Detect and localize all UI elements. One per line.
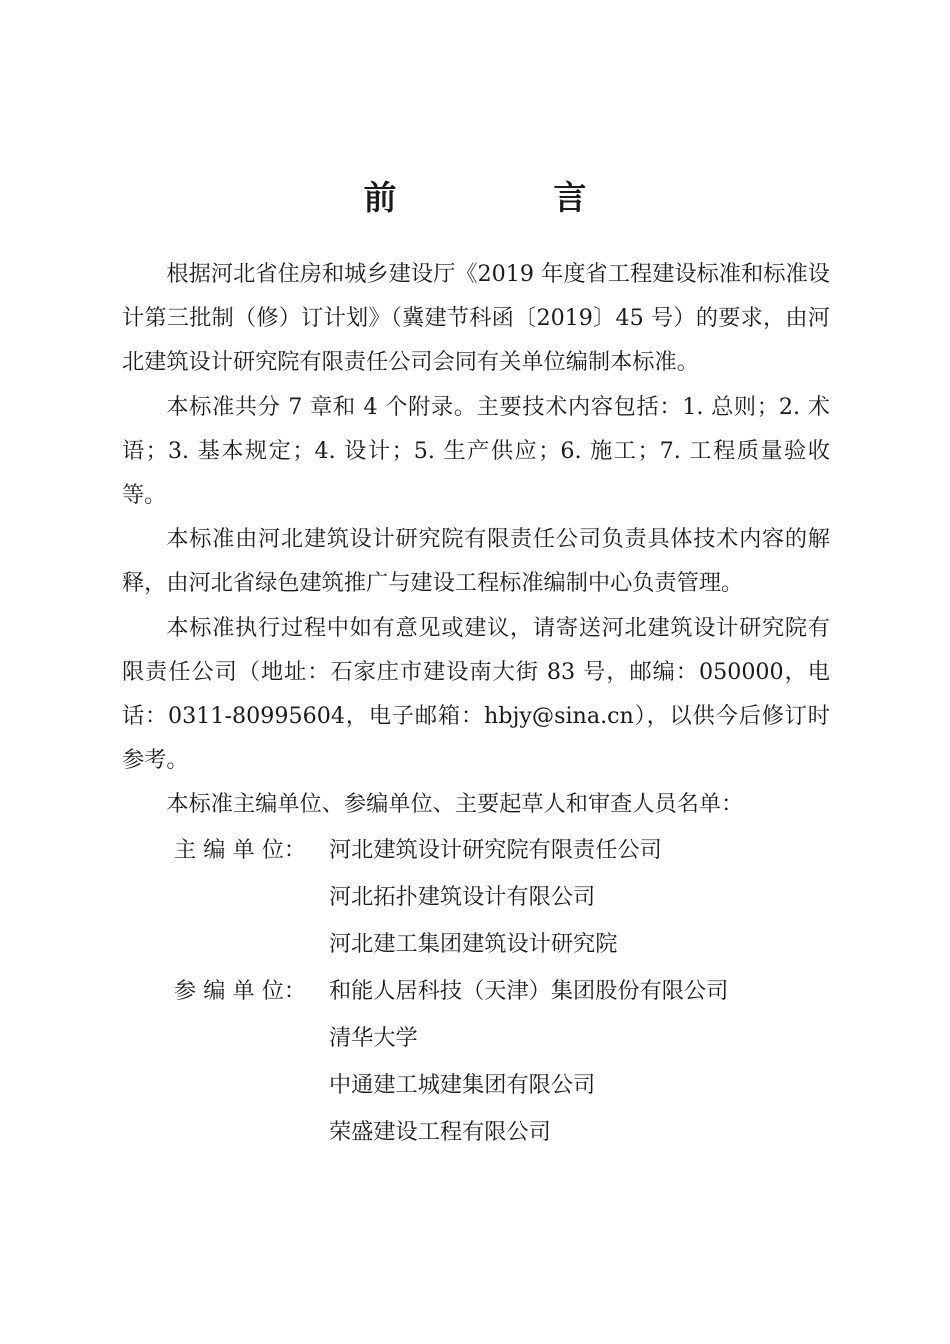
paragraph-feedback: 本标准执行过程中如有意见或建议，请寄送河北建筑设计研究院有限责任公司（地址：石家庄市建设南大街 83 号，邮编：050000，电话：0311-80995604，电子邮箱：hbjy@sina.cn），以供今后修订时参考。 (122, 614, 830, 774)
unit-row (122, 1109, 830, 1156)
unit-name: 河北拓扑建筑设计有限公司 (329, 883, 596, 910)
units-list-intro: 本标准主编单位、参编单位、主要起草人和审查人员名单： (166, 791, 744, 818)
unit-row (122, 827, 830, 874)
participating-units-label: 参 编 单 位： (174, 977, 307, 1004)
page-title: 前 言 (363, 178, 649, 217)
unit-name: 和能人居科技（天津）集团股份有限公司 (329, 977, 729, 1004)
paragraph-interpretation: 本标准由河北建筑设计研究院有限责任公司负责具体技术内容的解释，由河北省绿色建筑推广与建设工程标准编制中心负责管理。 (122, 526, 830, 597)
participating-units-group (122, 968, 830, 1156)
preface-body (122, 252, 830, 1156)
unit-name: 清华大学 (329, 1024, 418, 1051)
chief-units-label: 主 编 单 位： (174, 836, 307, 863)
unit-row (122, 968, 830, 1015)
unit-row (122, 1062, 830, 1109)
unit-name: 中通建工城建集团有限公司 (329, 1071, 596, 1098)
unit-name: 荣盛建设工程有限公司 (329, 1118, 551, 1145)
unit-row (122, 874, 830, 921)
unit-row (122, 1015, 830, 1062)
paragraph-basis: 根据河北省住房和城乡建设厅《2019 年度省工程建设标准和标准设计第三批制（修）订计划》（冀建节科函〔2019〕45 号）的要求，由河北建筑设计研究院有限责任公司会同有关单位编制本标准。 (122, 261, 830, 376)
unit-name: 河北建工集团建筑设计研究院 (329, 930, 618, 957)
unit-name: 河北建筑设计研究院有限责任公司 (329, 836, 662, 863)
paragraph-contents: 本标准共分 7 章和 4 个附录。主要技术内容包括：1. 总则；2. 术语；3. 基本规定；4. 设计；5. 生产供应；6. 施工；7. 工程质量验收等。 (122, 393, 830, 509)
chief-units-group (122, 827, 830, 968)
unit-row (122, 921, 830, 968)
